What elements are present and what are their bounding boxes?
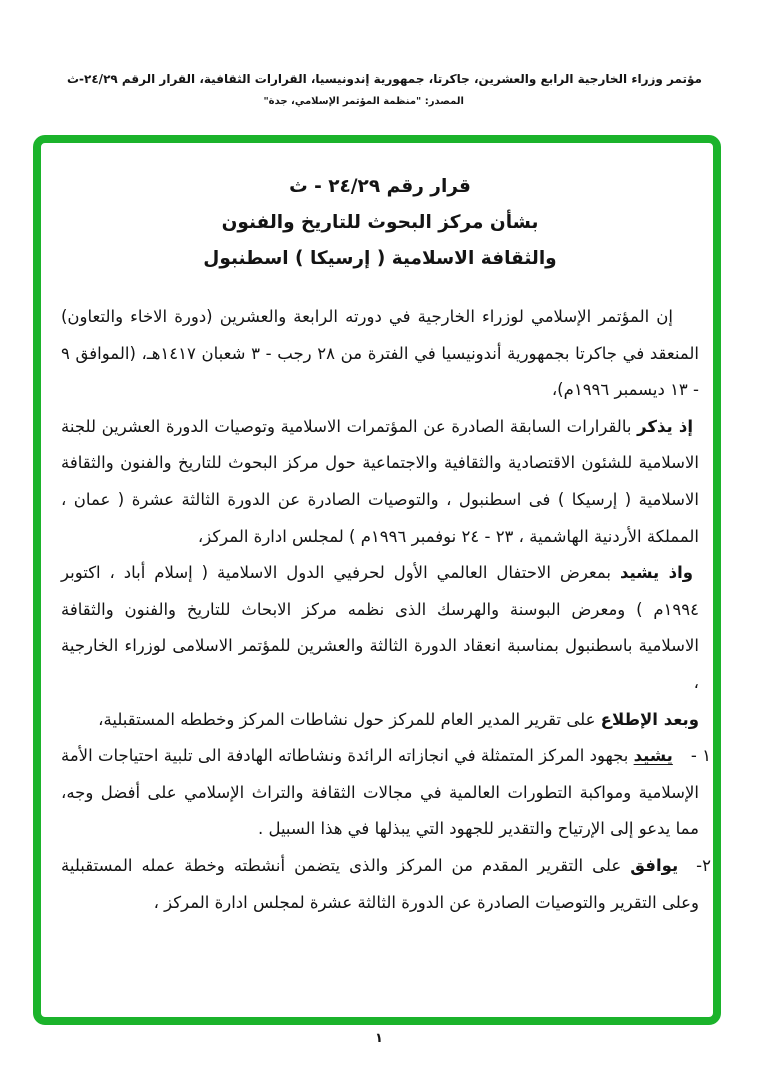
- item-2-marker: ٢-: [696, 855, 712, 875]
- resolution-body: [61, 299, 712, 921]
- item-2-lead-word: يوافق: [630, 855, 679, 875]
- item-1-lead-word: يشيد: [633, 746, 673, 766]
- paragraph-text: بالقرارات السابقة الصادرة عن المؤتمرات الاسلامية وتوصيات الدورة العشرين للجنة الاسلامية للشئون الاقتصادية والثقافية والاجتماعية حول مركز البحوث للتاريخ والفنون والثقافة الاسلامية ( إرسيكا ) فى اسطنبول ، والتوصيات الصادرة عن الدورة الثالثة عشرة ( عمان ، المملكة الأردنية الهاشمية ، ٢٣ - ٢٤ نوفمبر ١٩٩٦م ) لمجلس ادارة المركز،: [61, 416, 699, 546]
- paragraph-text: إن المؤتمر الإسلامي لوزراء الخارجية في دورته الرابعة والعشرين (دورة الاخاء والتعاون) المنعقد في جاكرتا بجمهورية أندونيسيا في الفترة من ٢٨ رجب - ٣ شعبان ١٤١٧هـ، (الموافق ٩ - ١٣ ديسمبر ١٩٩٦م)،: [61, 307, 699, 400]
- paragraph-commending: [61, 555, 699, 701]
- paragraph-preamble: [61, 299, 699, 409]
- resolution-title: [61, 169, 699, 277]
- paragraph-lead-word: وبعد الإطلاع: [600, 709, 699, 729]
- paragraph-text: بمعرض الاحتفال العالمي الأول لحرفيي الدول الاسلامية ( إسلام أباد ، اكتوبر ١٩٩٤م ) ومعرض البوسنة والهرسك الذى نظمه مركز الابحاث للتاريخ والفنون والثقافة الاسلامية باسطنبول بمناسبة انعقاد الدورة الثالثة والعشرين للمؤتمر الاسلامى لوزراء الخارجية ،: [61, 563, 699, 692]
- header-source-line: المصدر: "منظمة المؤتمر الإسلامي، جدة": [263, 96, 464, 107]
- resolution-frame: [33, 135, 721, 1025]
- header-citation-line: مؤتمر وزراء الخارجية الرابع والعشرين، جاكرتا، جمهورية إندونيسيا، القرارات الثقافية، القرار الرقم ٢٤/٢٩-ث: [66, 72, 702, 86]
- paragraph-lead-word: واذ يشيد: [619, 563, 693, 583]
- resolution-title-line-3: والثقافة الاسلامية ( إرسيكا ) اسطنبول: [203, 248, 557, 269]
- item-1-marker: ١ -: [690, 746, 711, 766]
- paragraph-having-reviewed: [61, 702, 699, 739]
- paragraph-lead-word: إذ يذكر: [637, 416, 693, 436]
- paragraph-text: على تقرير المدير العام للمركز حول نشاطات المركز وخططه المستقبلية،: [98, 709, 596, 729]
- page-number: ١: [375, 1031, 383, 1046]
- resolution-title-line-1: قرار رقم ٢٤/٢٩ - ث: [289, 176, 471, 197]
- resolution-title-line-2: بشأن مركز البحوث للتاريخ والفنون: [221, 212, 539, 233]
- item-2-text: على التقرير المقدم من المركز والذى يتضمن أنشطته وخطة عمله المستقبلية وعلى التقرير والتوصيات الصادرة عن الدورة الثالثة عشرة لمجلس ادارة المركز ،: [61, 855, 699, 912]
- page-header: [40, 70, 702, 109]
- paragraph-recalling: [61, 409, 699, 555]
- list-item-1: [61, 738, 711, 848]
- item-1-text: بجهود المركز المتمثلة في انجازاته الرائدة ونشاطاته الهادفة الى تلبية احتياجات الأمة الإسلامية ومواكبة التطورات العالمية في مجالات الثقافة والتراث الإسلامي على أفضل وجه، مما يدعو إلى الإرتياح والتقدير للجهود التي يبذلها في هذا السبيل .: [61, 746, 699, 839]
- list-item-2: [61, 848, 712, 921]
